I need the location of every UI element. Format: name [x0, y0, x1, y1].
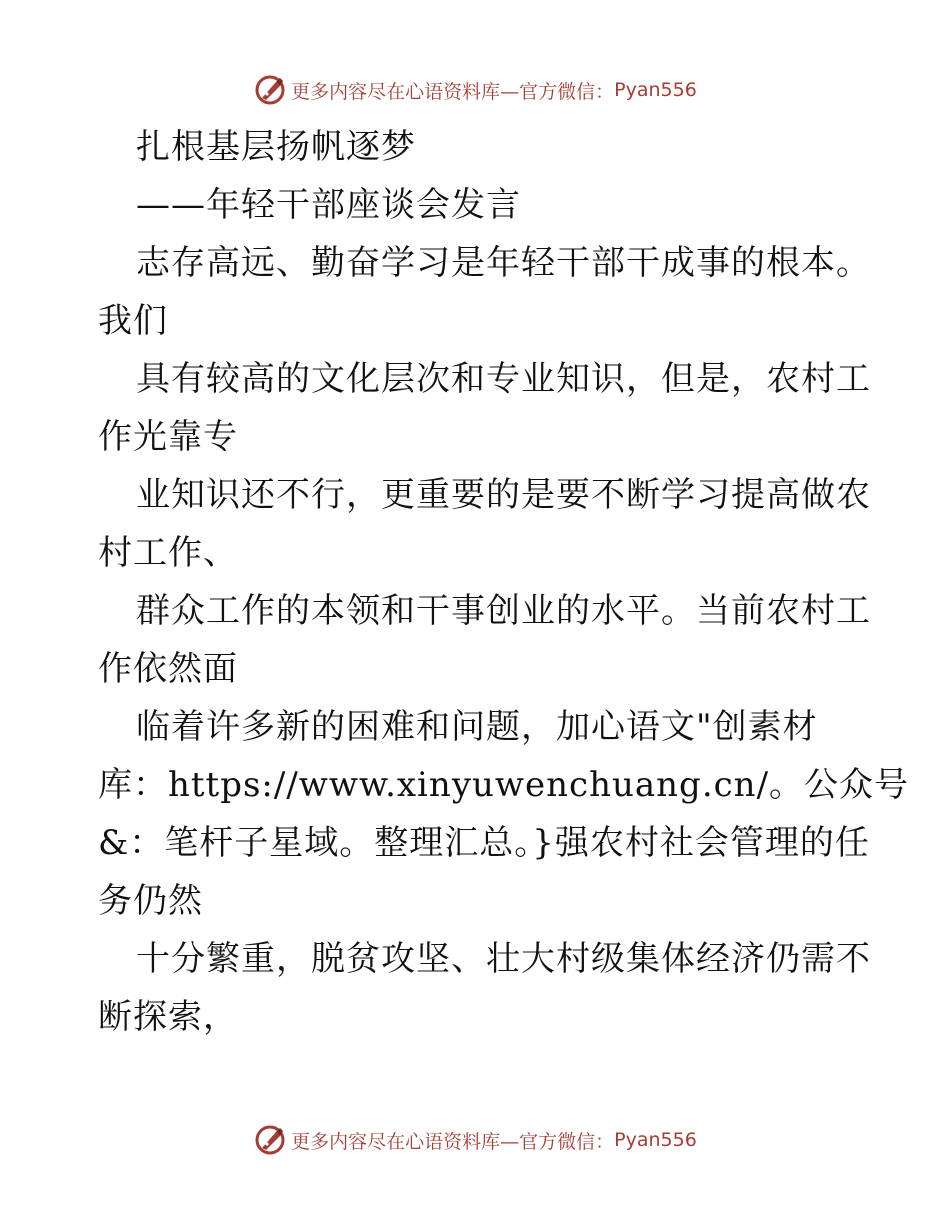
banner-text: 更多内容尽在心语资料库—官方微信：	[291, 1130, 615, 1153]
text-line: ——年轻干部座谈会发言	[136, 185, 521, 225]
text-line: 十分繁重，脱贫攻坚、壮大村级集体经济仍需不	[136, 939, 871, 979]
banner-wechat-id: Pyan556	[614, 79, 697, 101]
header-banner	[0, 70, 950, 110]
text-line: 临着许多新的困难和问题，加心语文"创素材	[136, 707, 818, 747]
text-line: 库：https://www.xinyuwenchuang.cn/。公众号	[98, 765, 910, 805]
text-line: 群众工作的本领和干事创业的水平。当前农村工	[136, 591, 871, 631]
pen-nib-logo-icon	[253, 73, 287, 107]
text-line: 志存高远、勤奋学习是年轻干部干成事的根本。	[136, 243, 871, 283]
pen-nib-logo-icon	[253, 1123, 287, 1157]
text-line: 具有较高的文化层次和专业知识，但是，农村工	[136, 359, 871, 399]
text-line: 断探索，	[98, 997, 238, 1037]
text-line: 作光靠专	[98, 417, 238, 457]
banner-text: 更多内容尽在心语资料库—官方微信：	[291, 80, 615, 103]
text-line: 务仍然	[98, 881, 203, 921]
text-line: 扎根基层扬帆逐梦	[136, 127, 416, 167]
text-line: 作依然面	[98, 649, 238, 689]
banner-wechat-id: Pyan556	[614, 1129, 697, 1151]
text-line: 村工作、	[98, 533, 238, 573]
text-line: &：笔杆子星域。整理汇总。}强农村社会管理的任	[98, 823, 870, 863]
text-line: 我们	[98, 301, 168, 341]
document-body	[98, 118, 910, 1046]
footer-banner	[0, 1120, 950, 1160]
text-line: 业知识还不行，更重要的是要不断学习提高做农	[136, 475, 871, 515]
